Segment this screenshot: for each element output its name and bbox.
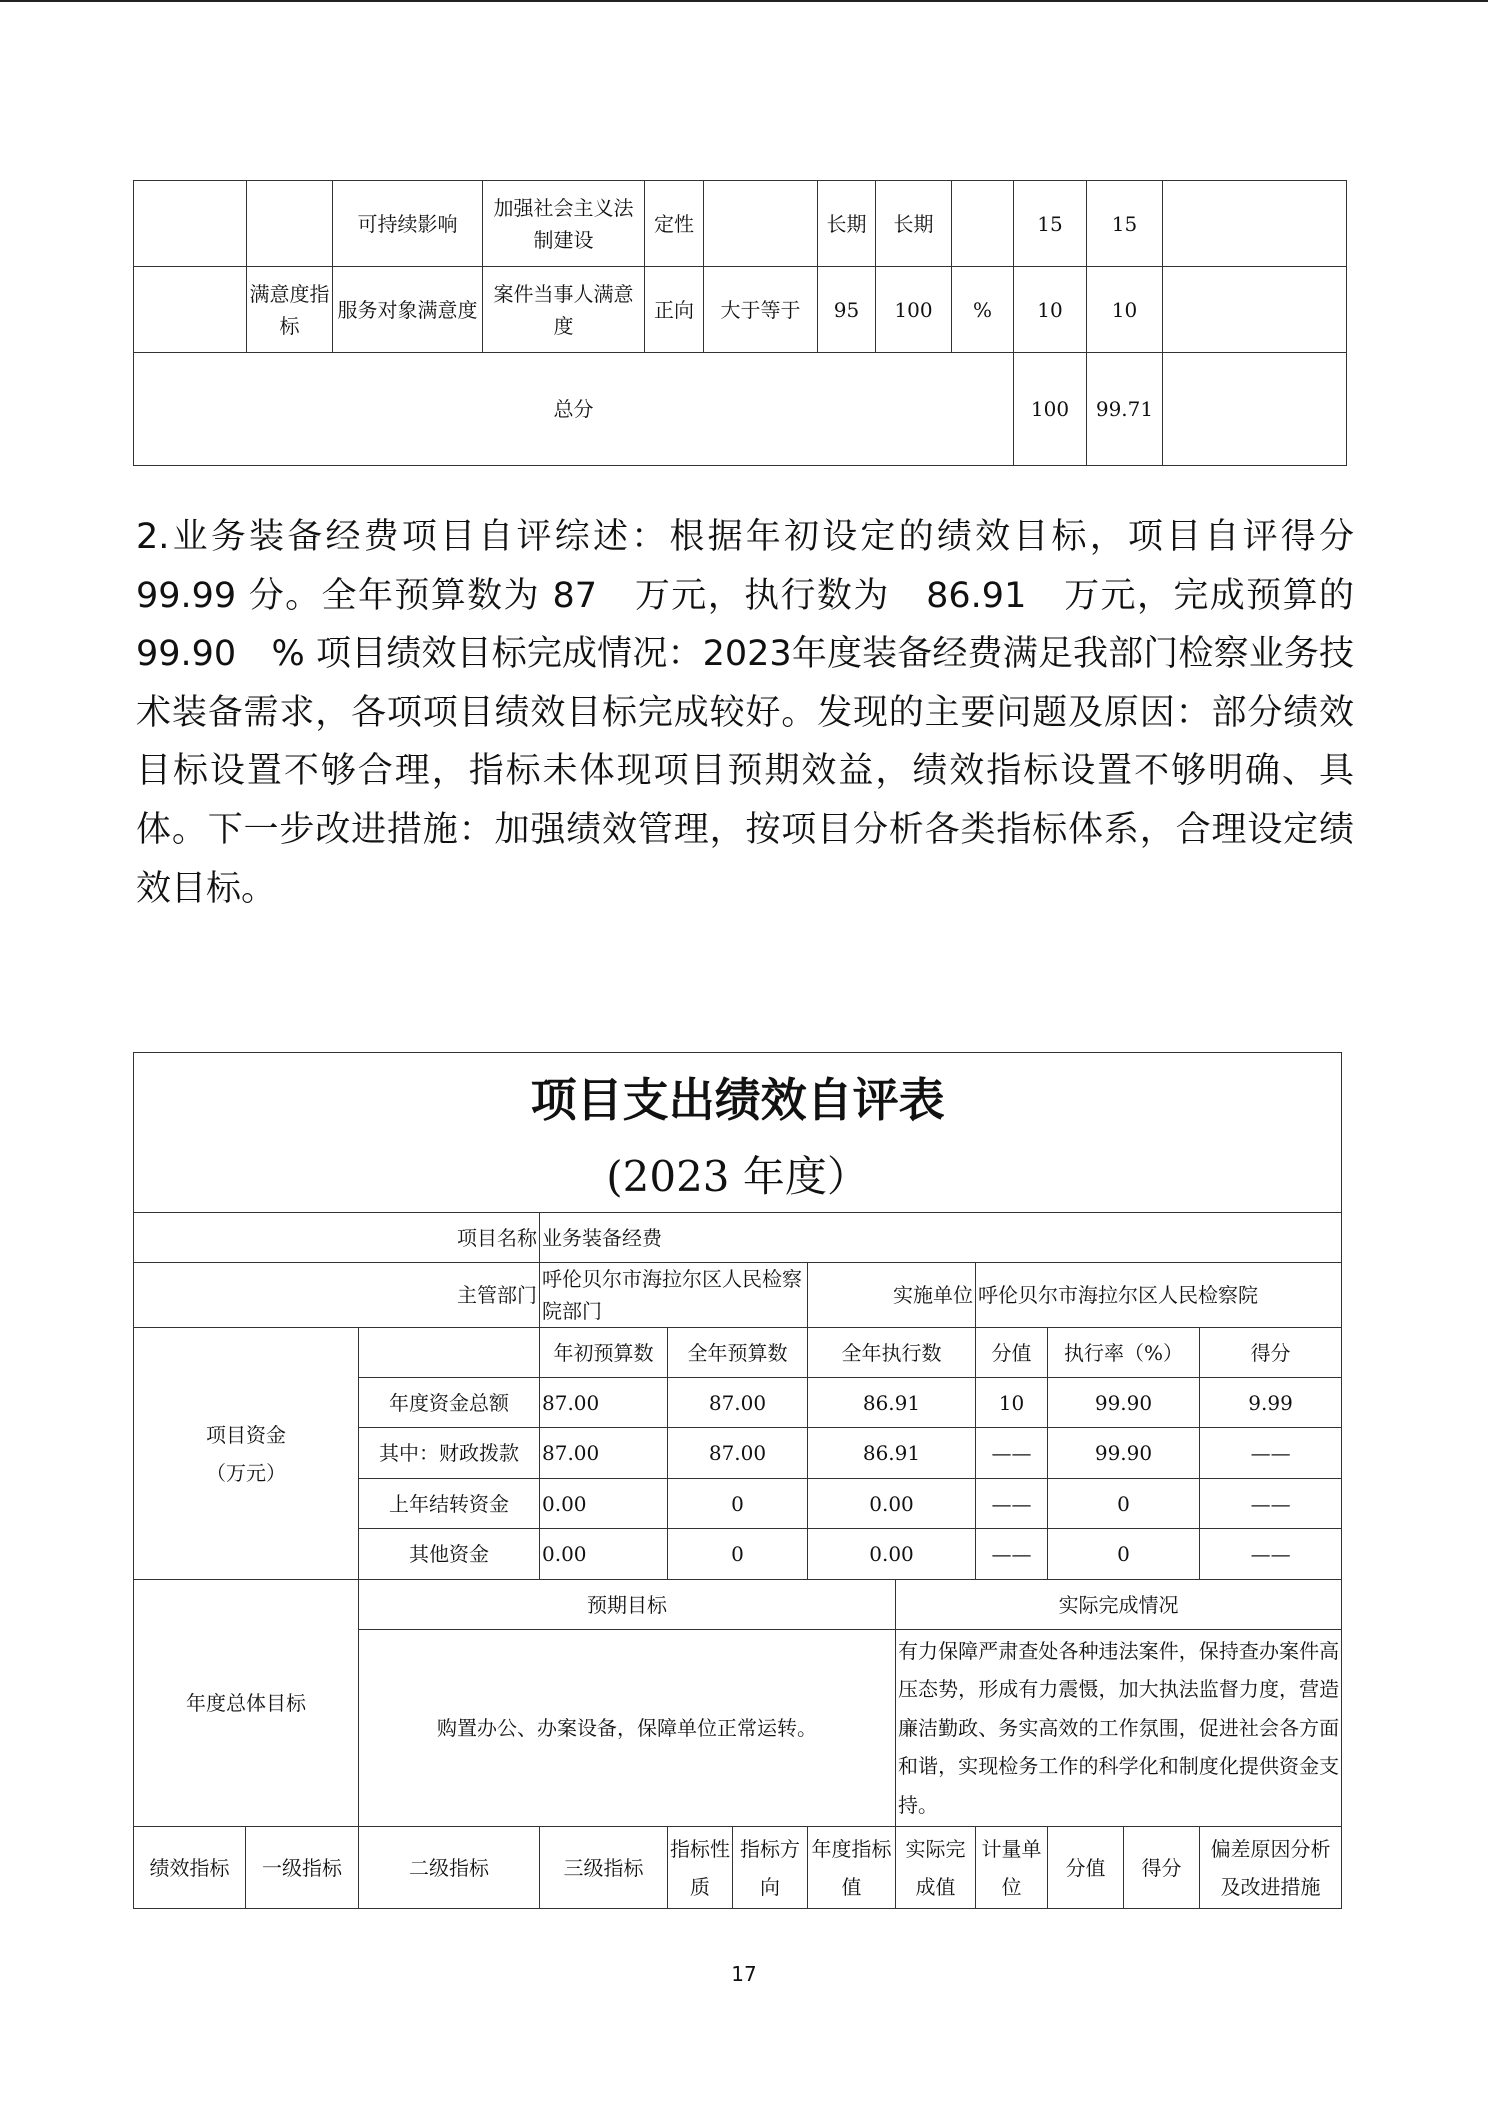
funds-value: —— [976,1529,1048,1580]
funds-value: 87.00 [668,1428,808,1479]
indicator-header: 三级指标 [540,1827,668,1909]
funds-value: 9.99 [1200,1378,1342,1428]
table-cell: 大于等于 [704,267,818,353]
project-name-label: 项目名称 [134,1213,540,1263]
table-row [134,181,1347,267]
funds-value: 87.00 [668,1378,808,1428]
table-cell [134,267,247,353]
table-cell: 10 [1087,267,1163,353]
table-cell: 正向 [645,267,704,353]
funds-row-label: 年度资金总额 [359,1378,540,1428]
table-cell: 15 [1014,181,1087,267]
table-cell: 定性 [645,181,704,267]
indicator-header: 年度指标值 [808,1827,896,1909]
table-cell: 服务对象满意度 [333,267,483,353]
expected-label: 预期目标 [359,1580,896,1630]
project-name-value: 业务装备经费 [540,1213,1342,1263]
funds-value: —— [1200,1428,1342,1479]
funds-header: 全年执行数 [808,1328,976,1378]
table-cell [359,1328,540,1378]
indicator-header: 偏差原因分析及改进措施 [1200,1827,1342,1909]
goal-header-row [134,1580,1342,1630]
funds-unit: （万元） [206,1460,286,1485]
funds-label-cell [134,1328,359,1580]
funds-value: 0.00 [540,1529,668,1580]
funds-value: 0.00 [808,1529,976,1580]
funds-value: —— [976,1479,1048,1529]
actual-label: 实际完成情况 [896,1580,1342,1630]
table-row [134,267,1347,353]
form-subtitle: (2023 年度） [606,1151,869,1201]
funds-value: 99.90 [1048,1378,1200,1428]
impl-label: 实施单位 [808,1263,976,1328]
indicator-header: 指标性质 [668,1827,733,1909]
table-cell: 长期 [876,181,952,267]
actual-text: 有力保障严肃查处各种违法案件，保持查办案件高压态势，形成有力震慑，加大执法监督力度，营造廉洁勤政、务实高效的工作氛围，促进社会各方面和谐，实现检务工作的科学化和制度化提供资金支持。 [896,1630,1342,1827]
funds-value: 86.91 [808,1428,976,1479]
table-cell: 满意度指标 [247,267,333,353]
table-cell: % [952,267,1014,353]
funds-row-label: 其他资金 [359,1529,540,1580]
funds-value: —— [976,1428,1048,1479]
table-cell: 案件当事人满意度 [483,267,645,353]
table-cell [247,181,333,267]
funds-value: 87.00 [540,1428,668,1479]
table-cell: 长期 [818,181,876,267]
page-number: 17 [731,1962,757,1986]
funds-header: 分值 [976,1328,1048,1378]
indicator-header: 绩效指标 [134,1827,246,1909]
table-cell: 100 [876,267,952,353]
indicator-header: 一级指标 [246,1827,359,1909]
self-evaluation-form [133,1052,1342,1909]
table-cell: 95 [818,267,876,353]
funds-row-label: 其中：财政拨款 [359,1428,540,1479]
funds-value: 0 [1048,1529,1200,1580]
project-name-row [134,1213,1342,1263]
funds-value: 0 [1048,1479,1200,1529]
performance-indicator-table-continued [133,180,1347,466]
table-cell: 15 [1087,181,1163,267]
form-title-cell [134,1053,1342,1213]
goal-label: 年度总体目标 [134,1580,359,1827]
table-cell [1163,181,1347,267]
funds-value: 99.90 [1048,1428,1200,1479]
funds-value: 10 [976,1378,1048,1428]
funds-value: —— [1200,1529,1342,1580]
funds-header: 年初预算数 [540,1328,668,1378]
funds-value: —— [1200,1479,1342,1529]
funds-value: 0.00 [540,1479,668,1529]
table-cell [704,181,818,267]
funds-label: 项目资金 [206,1422,286,1447]
table-cell [134,181,247,267]
indicator-header: 分值 [1048,1827,1124,1909]
table-cell [1163,267,1347,353]
total-label: 总分 [134,353,1014,466]
funds-header-row [134,1328,1342,1378]
indicator-header: 二级指标 [359,1827,540,1909]
funds-header: 全年预算数 [668,1328,808,1378]
funds-row-label: 上年结转资金 [359,1479,540,1529]
funds-header: 得分 [1200,1328,1342,1378]
title-row [134,1053,1342,1213]
impl-value: 呼伦贝尔市海拉尔区人民检察院 [976,1263,1342,1328]
total-score: 99.71 [1087,353,1163,466]
indicator-header: 实际完成值 [896,1827,976,1909]
funds-header: 执行率（%） [1048,1328,1200,1378]
top-border [0,0,1488,2]
funds-value: 0 [668,1479,808,1529]
indicator-header-row [134,1827,1342,1909]
table-cell: 加强社会主义法制建设 [483,181,645,267]
total-row [134,353,1347,466]
table-cell: 10 [1014,267,1087,353]
funds-value: 86.91 [808,1378,976,1428]
funds-value: 87.00 [540,1378,668,1428]
funds-value: 0 [668,1529,808,1580]
total-note [1163,353,1347,466]
indicator-header: 指标方向 [733,1827,808,1909]
summary-paragraph: 2.业务装备经费项目自评综述：根据年初设定的绩效目标，项目自评得分 99.99 分。全年预算数为 87 万元，执行数为 86.91 万元，完成预算的 99.90 % 项目绩效目标完成情况：2023年度装备经费满足我部门检察业务技术装备需求，各项项目绩效目标完成较好。发现的主要问题及原因：部分绩效目标设置不够合理，指标未体现项目预期效益，绩效指标设置不够明确、具体。下一步改进措施：加强绩效管理，按项目分析各类指标体系，合理设定绩效目标。 [136,517,1390,909]
total-full-score: 100 [1014,353,1087,466]
dept-label: 主管部门 [134,1263,540,1328]
table-cell: 可持续影响 [333,181,483,267]
expected-text: 购置办公、办案设备，保障单位正常运转。 [359,1630,896,1827]
department-row [134,1263,1342,1328]
table-cell [952,181,1014,267]
form-title: 项目支出绩效自评表 [530,1072,945,1127]
funds-value: 0.00 [808,1479,976,1529]
indicator-header: 计量单位 [976,1827,1048,1909]
dept-value: 呼伦贝尔市海拉尔区人民检察院部门 [540,1263,808,1328]
indicator-header: 得分 [1124,1827,1200,1909]
